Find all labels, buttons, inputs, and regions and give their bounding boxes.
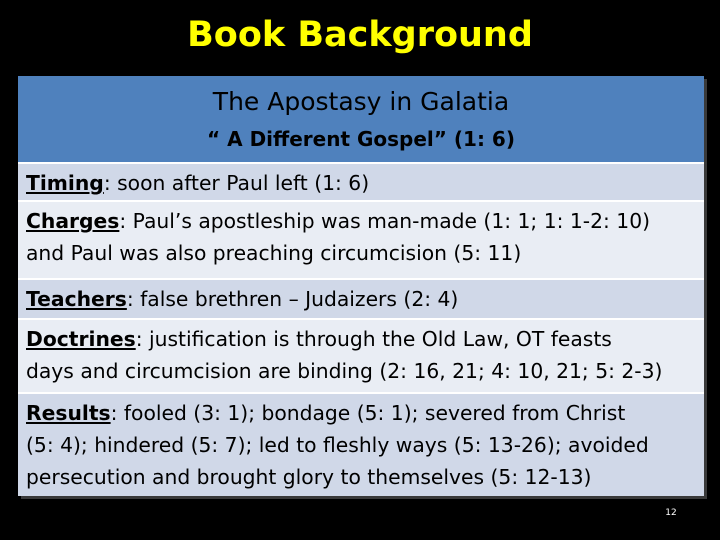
- slide-title: Book Background: [187, 15, 533, 55]
- row-text: false brethren – Judaizers (2: 4): [140, 287, 459, 311]
- row-label: Charges: [26, 209, 120, 233]
- table-row-results: [18, 392, 704, 496]
- table-header-title: The Apostasy in Galatia: [212, 87, 510, 116]
- content-table: [18, 76, 704, 496]
- table-row-line: Timing: soon after Paul left (1: 6): [26, 171, 370, 195]
- slide-number: 12: [665, 508, 677, 518]
- table-header: [18, 76, 704, 162]
- table-row-line: (5: 4); hindered (5: 7); led to fleshly ways (5: 13-26); avoided: [26, 433, 649, 457]
- row-text: justification is through the Old Law, OT feasts: [149, 327, 612, 351]
- table-row-timing: [18, 162, 704, 200]
- row-label: Timing: [26, 171, 104, 195]
- table-row-line: persecution and brought glory to themselves (5: 12-13): [26, 465, 592, 489]
- row-text: fooled (3: 1); bondage (5: 1); severed from Christ: [123, 401, 626, 425]
- row-label: Results: [26, 401, 111, 425]
- table-row-line: Results: fooled (3: 1); bondage (5: 1); severed from Christ: [26, 401, 626, 425]
- row-label: Teachers: [26, 287, 127, 311]
- row-text: Paul’s apostleship was man-made (1: 1; 1: 1-2: 10): [132, 209, 651, 233]
- table-row-doctrines: [18, 318, 704, 392]
- table-row-line: Charges: Paul’s apostleship was man-made (1: 1; 1: 1-2: 10): [26, 209, 651, 233]
- table-row-teachers: [18, 278, 704, 318]
- table-row-line: Doctrines: justification is through the Old Law, OT feasts: [26, 327, 612, 351]
- row-text: soon after Paul left (1: 6): [117, 171, 370, 195]
- table-row-line: days and circumcision are binding (2: 16, 21; 4: 10, 21; 5: 2-3): [26, 359, 663, 383]
- table-row-line: and Paul was also preaching circumcision (5: 11): [26, 241, 522, 265]
- row-label: Doctrines: [26, 327, 136, 351]
- table-row-line: Teachers: false brethren – Judaizers (2: 4): [26, 287, 459, 311]
- table-row-charges: [18, 200, 704, 278]
- table-header-subtitle: “ A Different Gospel” (1: 6): [207, 127, 515, 151]
